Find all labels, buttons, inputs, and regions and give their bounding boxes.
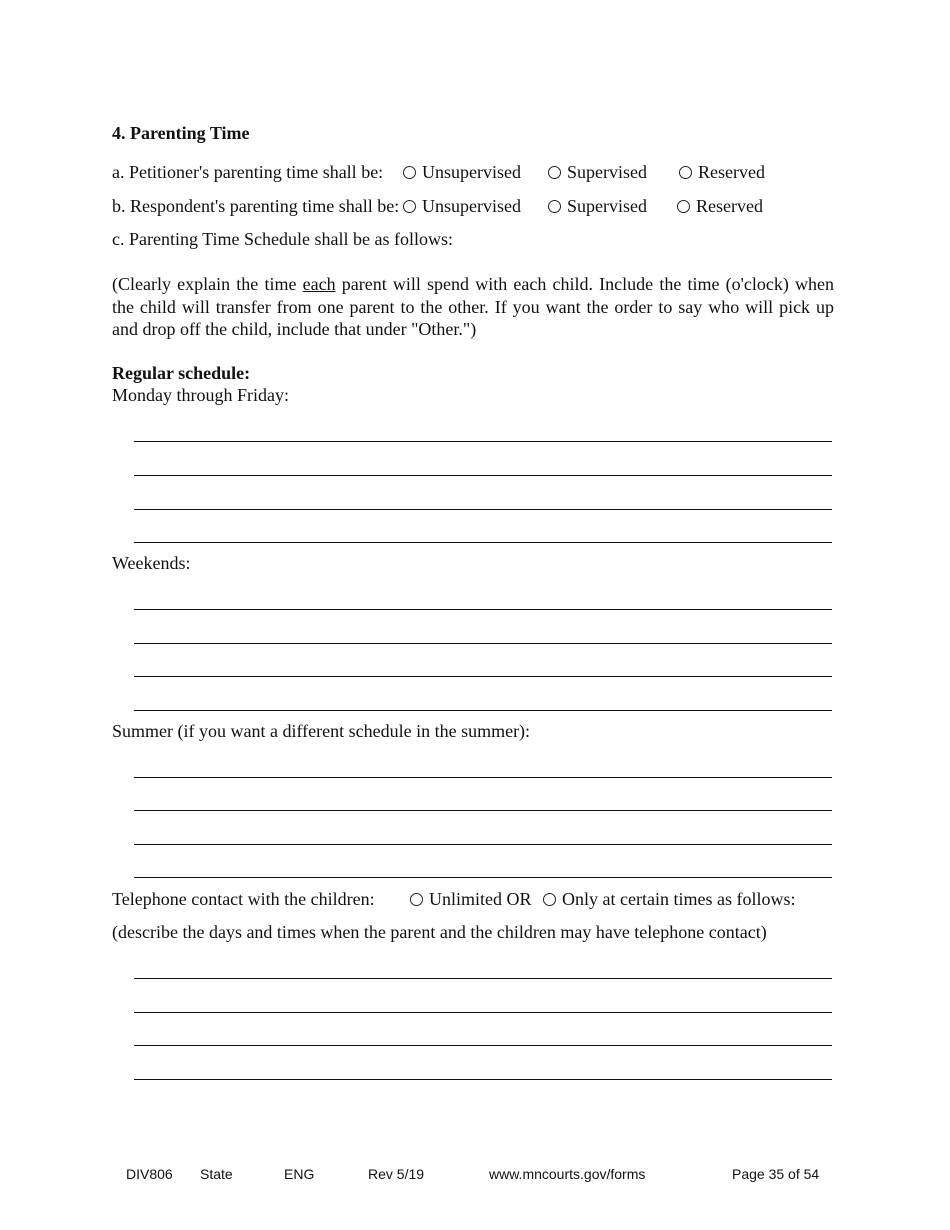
footer-revision: Rev 5/19 (368, 1166, 425, 1182)
telephone-entry-line-3[interactable] (134, 1045, 832, 1046)
telephone-entry-line-4[interactable] (134, 1079, 832, 1080)
petitioner-option-reserved[interactable]: Reserved (679, 162, 765, 183)
footer-language: ENG (284, 1166, 315, 1182)
petitioner-option-unsupervised[interactable]: Unsupervised (403, 162, 521, 183)
summer-label: Summer (if you want a different schedule in the summer): (112, 721, 531, 741)
weekends-entry-line-4[interactable] (134, 710, 832, 711)
schedule-label: c. Parenting Time Schedule shall be as follows: (112, 229, 453, 249)
schedule-instructions: (Clearly explain the time each parent will spend with each child. Include the time (o'clock) when the child will transfer from one parent to the other. If you want the order to say who will pick up and drop off the child, include that under "Other.") (112, 274, 834, 339)
telephone-description: (describe the days and times when the parent and the children may have telephone contact) (112, 922, 767, 942)
radio-icon[interactable] (543, 893, 556, 906)
summer-entry-line-3[interactable] (134, 844, 832, 845)
weekdays-entry-line-1[interactable] (134, 441, 832, 442)
weekdays-label: Monday through Friday: (112, 385, 289, 405)
petitioner-parenting-time-label: a. Petitioner's parenting time shall be: (112, 162, 384, 182)
telephone-label: Telephone contact with the children: (112, 889, 375, 909)
summer-entry-line-1[interactable] (134, 777, 832, 778)
weekdays-entry-line-4[interactable] (134, 542, 832, 543)
weekends-entry-line-3[interactable] (134, 676, 832, 677)
weekdays-entry-line-3[interactable] (134, 509, 832, 510)
radio-icon[interactable] (410, 893, 423, 906)
footer-website[interactable]: www.mncourts.gov/forms (489, 1166, 646, 1182)
telephone-option-unlimited[interactable]: Unlimited OR (410, 889, 532, 910)
respondent-option-reserved[interactable]: Reserved (677, 196, 763, 217)
regular-schedule-heading: Regular schedule: (112, 363, 251, 383)
summer-entry-line-4[interactable] (134, 877, 832, 878)
telephone-option-certain-times[interactable]: Only at certain times as follows: (543, 889, 795, 910)
radio-icon[interactable] (548, 200, 561, 213)
footer-page-number: Page 35 of 54 (732, 1166, 820, 1182)
section-title: 4. Parenting Time (112, 123, 250, 143)
summer-entry-line-2[interactable] (134, 810, 832, 811)
radio-icon[interactable] (403, 166, 416, 179)
footer-jurisdiction: State (200, 1166, 233, 1182)
respondent-parenting-time-label: b. Respondent's parenting time shall be: (112, 196, 400, 216)
weekends-label: Weekends: (112, 553, 191, 573)
respondent-option-unsupervised[interactable]: Unsupervised (403, 196, 521, 217)
telephone-entry-line-1[interactable] (134, 978, 832, 979)
petitioner-option-supervised[interactable]: Supervised (548, 162, 647, 183)
radio-icon[interactable] (677, 200, 690, 213)
telephone-entry-line-2[interactable] (134, 1012, 832, 1013)
respondent-option-supervised[interactable]: Supervised (548, 196, 647, 217)
radio-icon[interactable] (679, 166, 692, 179)
weekdays-entry-line-2[interactable] (134, 475, 832, 476)
radio-icon[interactable] (403, 200, 416, 213)
weekends-entry-line-2[interactable] (134, 643, 832, 644)
radio-icon[interactable] (548, 166, 561, 179)
weekends-entry-line-1[interactable] (134, 609, 832, 610)
footer-form-id: DIV806 (126, 1166, 173, 1182)
